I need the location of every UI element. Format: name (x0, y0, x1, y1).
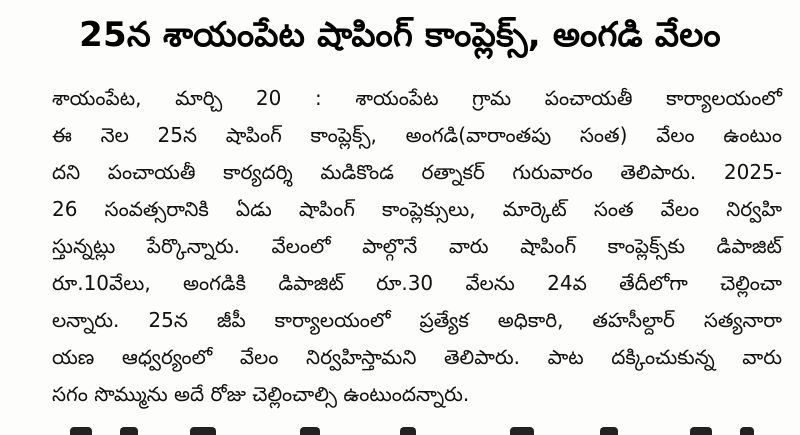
article-headline: 25న శాయంపేట షాపింగ్ కాంప్లెక్స్, అంగడి వేలం (79, 15, 721, 55)
article-line: స్తున్నట్లు పేర్కొన్నారు. వేలంలో పాల్గొనే వారు షాపింగ్ కాంప్లెక్స్‌కు డిపాజిట్ (52, 234, 782, 258)
article-line: ఈ నెల 25న షాపింగ్ కాంప్లెక్స్, అంగడి(వారాంతపు సంత) వేలం ఉంటుం (52, 123, 782, 147)
article-line: సగం సొమ్మును అదే రోజు చెల్లించాల్సి ఉంటుందన్నారు. (52, 382, 470, 406)
article-line: దని పంచాయతీ కార్యదర్శి మడికొండ రత్నాకర్ గురువారం తెలిపారు. 2025- (52, 160, 782, 184)
article-line: 26 సంవత్సరానికి ఏడు షాపింగ్ కాంప్లెక్సులు, మార్కెట్ సంత వేలం నిర్వహి (52, 197, 782, 221)
article-body (52, 80, 782, 413)
article-line: యణ ఆధ్వర్యంలో వేలం నిర్వహిస్తామని తెలిపారు. పాట దక్కించుకున్న వారు (52, 345, 782, 369)
article-line: లన్నారు. 25న జీపీ కార్యాలయంలో ప్రత్యేక అధికారి, తహసీల్దార్ సత్యనారా (52, 308, 782, 332)
article-line: శాయంపేట, మార్చి 20 : శాయంపేట గ్రామ పంచాయతీ కార్యాలయంలో (52, 86, 782, 110)
next-article-cutoff (40, 423, 780, 435)
article-line: రూ.10వేలు, అంగడికి డిపాజిట్ రూ.30 వేలను 24వ తేదీలోగా చెల్లించా (52, 271, 782, 295)
